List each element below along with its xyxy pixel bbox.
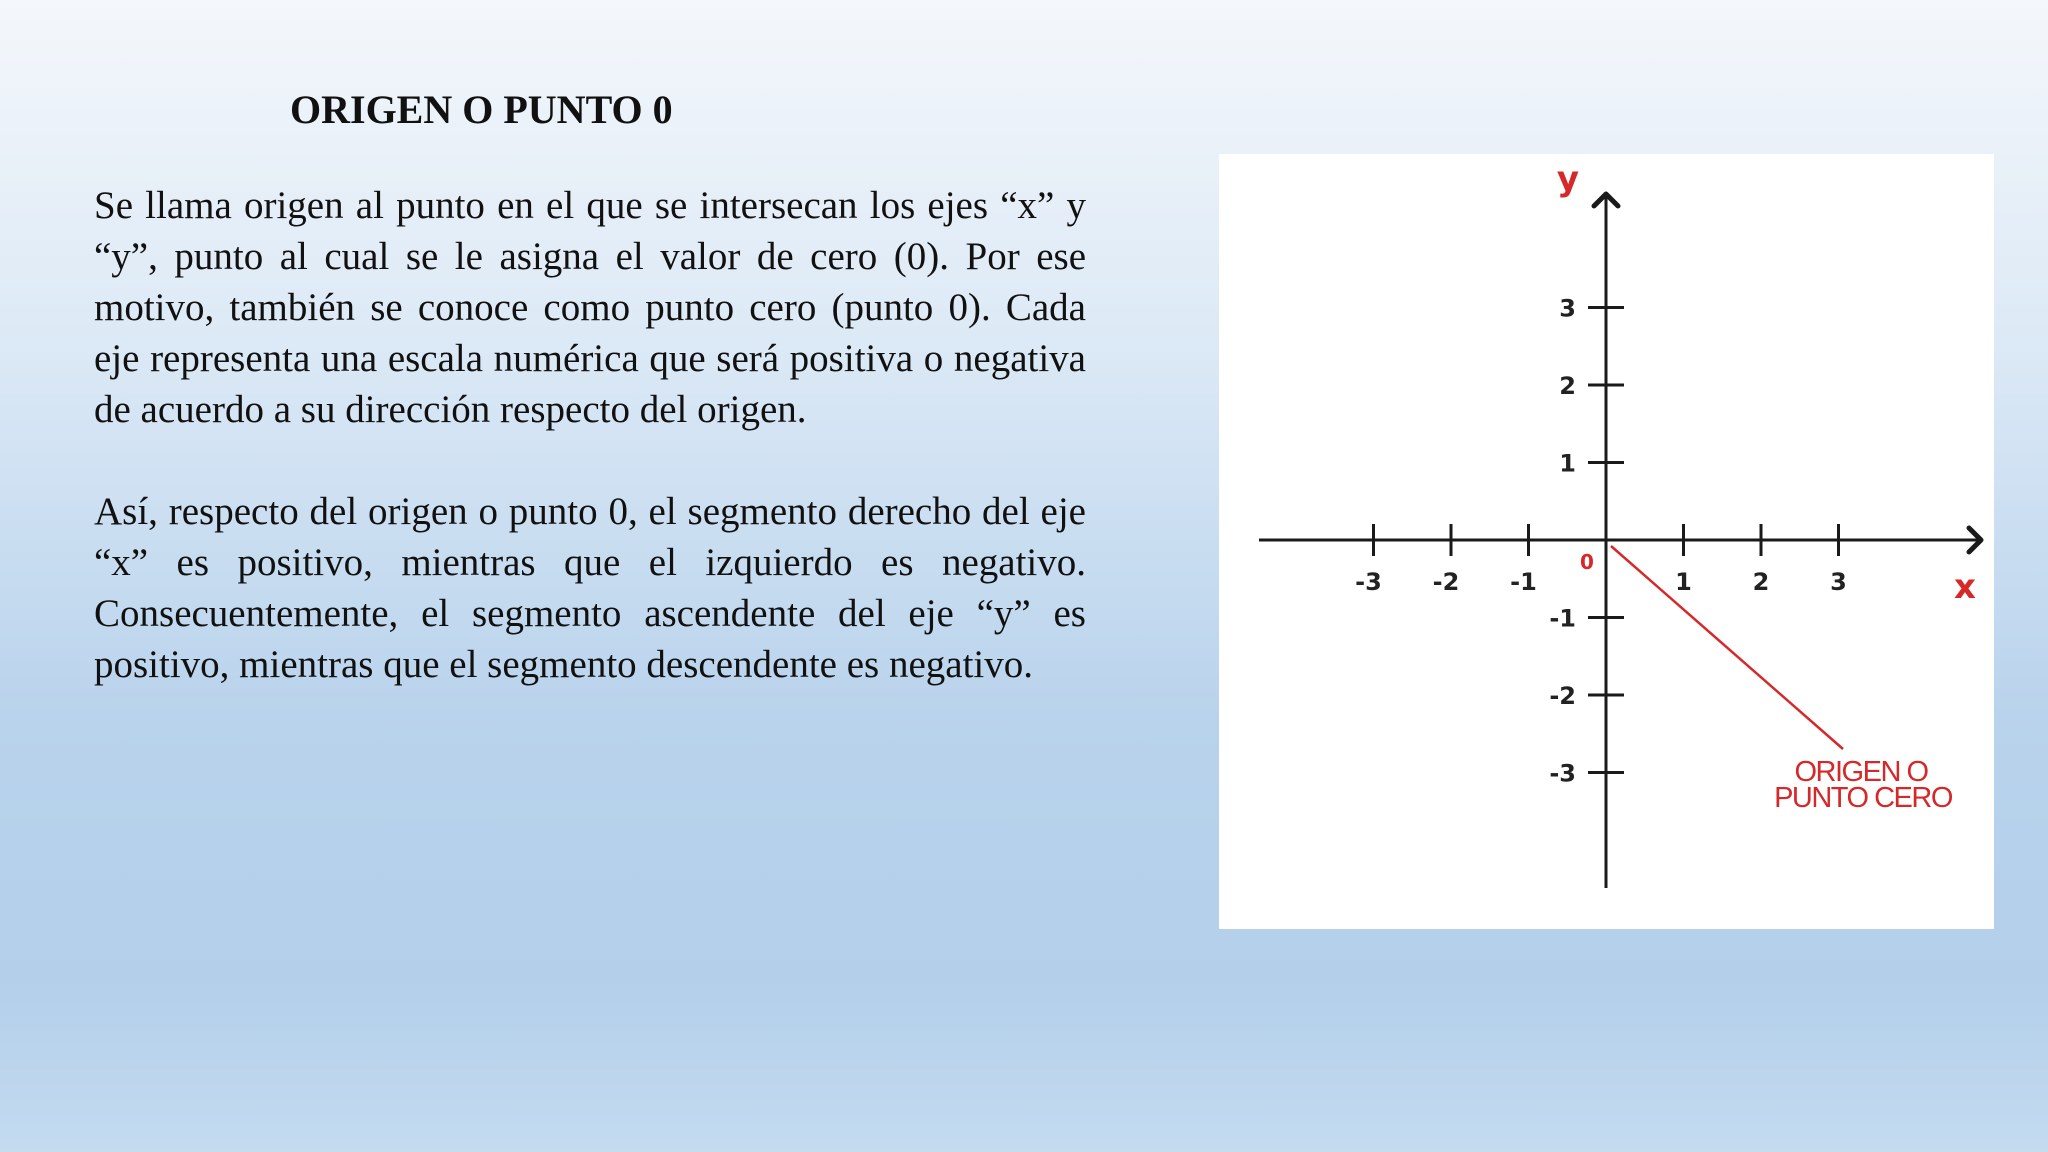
- slide-title: ORIGEN O PUNTO 0: [290, 87, 673, 132]
- x-tick-label: 3: [1830, 568, 1847, 596]
- y-tick-label: -1: [1549, 604, 1576, 633]
- cartesian-plane-svg: [1219, 154, 1994, 929]
- x-tick-label: -1: [1510, 568, 1537, 596]
- paragraph-origin-definition: Se llama origen al punto en el que se intersecan los ejes “x” y “y”, punto al cual se le asigna el valor de cero (0). Por ese motivo, también se conoce como punto cero (punto 0). Cada eje representa una escala numérica que será positiva o negativa de acuerdo a su dirección respecto del origen.: [94, 184, 1086, 431]
- slide-body: [94, 180, 1086, 741]
- x-tick-label: 2: [1752, 568, 1770, 596]
- x-tick-label: -3: [1355, 568, 1382, 596]
- x-tick-label: -2: [1432, 568, 1460, 596]
- y-tick-label: 2: [1559, 372, 1576, 400]
- origin-pointer-line: [1611, 546, 1843, 749]
- origin-zero-label: 0: [1580, 550, 1594, 574]
- x-axis-name: x: [1954, 567, 1976, 607]
- y-tick-label: 3: [1559, 294, 1576, 323]
- origin-callout-line-1: ORIGEN O: [1794, 756, 1928, 788]
- y-tick-label: -2: [1549, 682, 1576, 710]
- cartesian-plane-diagram: [1219, 154, 1994, 929]
- y-tick-label: -3: [1549, 759, 1576, 788]
- y-tick-label: 1: [1559, 449, 1576, 478]
- origin-callout-line-2: PUNTO CERO: [1774, 782, 1952, 814]
- x-tick-label: 1: [1675, 568, 1692, 596]
- x-axis-ticks: [1355, 524, 1847, 596]
- paragraph-axis-signs: Así, respecto del origen o punto 0, el segmento derecho del eje “x” es positivo, mientras que el izquierdo es negativo. Consecuentemente, el segmento ascendente del eje “y” es positivo, mientras que el segmento descendente es negativo.: [94, 490, 1086, 686]
- y-axis-name: y: [1556, 159, 1580, 199]
